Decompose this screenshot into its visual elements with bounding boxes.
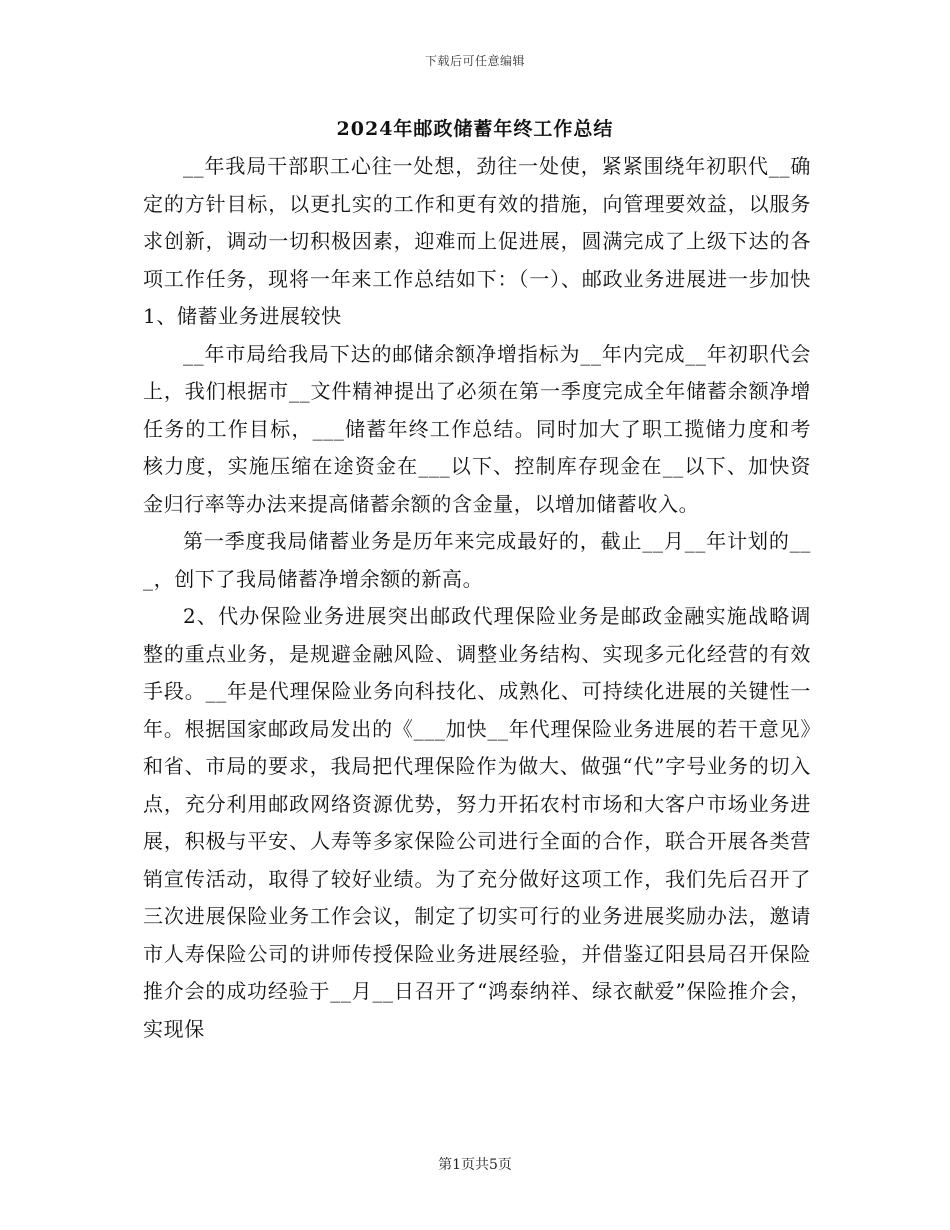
paragraph-savings-target: __年市局给我局下达的邮储余额净增指标为__年内完成__年初职代会上，我们根据市__文件精神提出了必须在第一季度完成全年储蓄余额净增任务的工作目标，___储蓄年终工作总结。同时加大了职工揽储力度和考核力度，实施压缩在途资金在___以下、控制库存现金在__以下、加快资金归行率等办法来提高储蓄余额的含金量，以增加储蓄收入。 [143, 341, 811, 516]
document-body [143, 148, 811, 1048]
document-title: 2024年邮政储蓄年终工作总结 [336, 118, 614, 140]
page-number: 第1页共5页 [438, 1157, 512, 1173]
paragraph-intro: __年我局干部职工心往一处想，劲往一处使，紧紧围绕年初职代__确定的方针目标，以更扎实的工作和更有效的措施，向管理要效益，以服务求创新，调动一切积极因素，迎难而上促进展，圆满完成了上级下达的各项工作任务，现将一年来工作总结如下：（一）、邮政业务进展进一步加快1、储蓄业务进展较快 [143, 154, 811, 328]
header-note: 下载后可任意编辑 [424, 54, 525, 68]
paragraph-insurance: 2、代办保险业务进展突出邮政代理保险业务是邮政金融实施战略调整的重点业务，是规避金融风险、调整业务结构、实现多元化经营的有效手段。__年是代理保险业务向科技化、成熟化、可持续化进展的关键性一年。根据国家邮政局发出的《___加快__年代理保险业务进展的若干意见》和省、市局的要求，我局把代理保险作为做大、做强“代”字号业务的切入点，充分利用邮政网络资源优势，努力开拓农村市场和大客户市场业务进展，积极与平安、人寿等多家保险公司进行全面的合作，联合开展各类营销宣传活动，取得了较好业绩。为了充分做好这项工作，我们先后召开了三次进展保险业务工作会议，制定了切实可行的业务进展奖励办法，邀请市人寿保险公司的讲师传授保险业务进展经验，并借鉴辽阳县局召开保险推介会的成功经验于__月__日召开了“鸿泰纳祥、绿衣献爱”保险推介会，实现保 [143, 604, 811, 1041]
paragraph-first-quarter: 第一季度我局储蓄业务是历年来完成最好的，截止__月__年计划的___，创下了我局储蓄净增余额的新高。 [143, 529, 811, 591]
